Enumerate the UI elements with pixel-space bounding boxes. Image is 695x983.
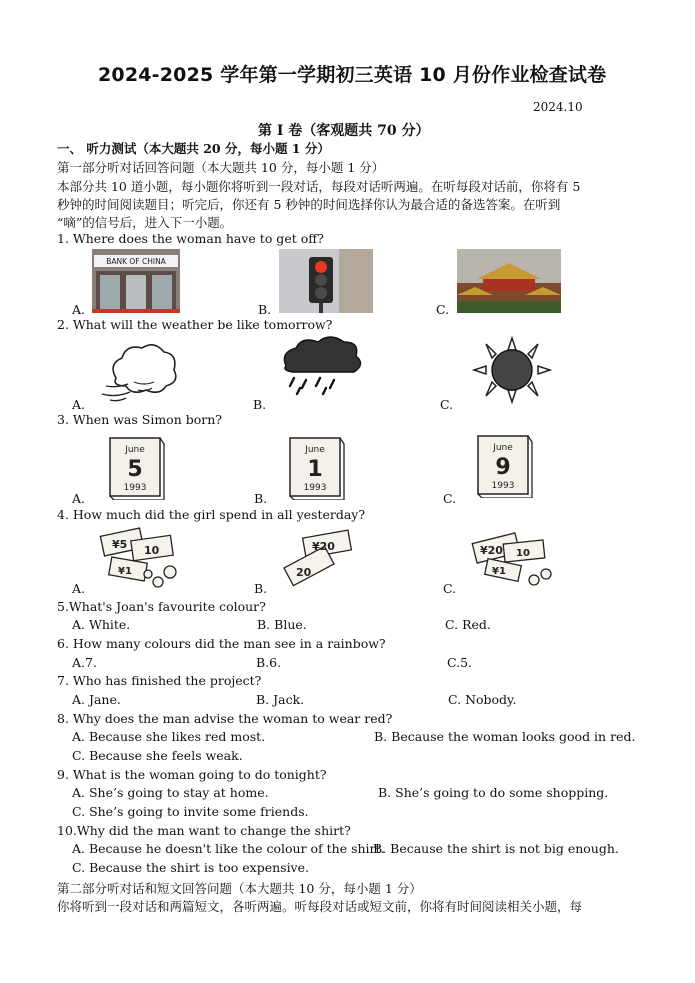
svg-text:¥20: ¥20 [480, 544, 503, 557]
wind-icon [94, 338, 184, 408]
q2-option-a[interactable]: A. [72, 397, 86, 412]
q8-option-b[interactable]: B. Because the woman looks good in red. [374, 729, 636, 744]
sun-icon [468, 334, 556, 406]
exam-date: 2024.10 [533, 100, 583, 114]
bank-sign: BANK OF CHINA [106, 257, 166, 266]
money-a-image [98, 526, 184, 592]
sub2-instructions: 你将听到一段对话和两篇短文，各听两遍。听每段对话或短文前，你将有时间阅读相关小题，每 [57, 899, 583, 914]
q4-option-b[interactable]: B. [254, 581, 268, 596]
q4-option-a[interactable]: A. [72, 581, 86, 596]
question-7: 7. Who has finished the project? [57, 673, 262, 688]
svg-text:9: 9 [495, 455, 511, 480]
svg-text:5: 5 [127, 457, 143, 482]
traffic-light-image [279, 249, 373, 313]
question-3: 3. When was Simon born? [57, 412, 222, 427]
q5-option-b[interactable]: B. Blue. [257, 617, 307, 632]
q4-option-c[interactable]: C. [443, 581, 457, 596]
q10-option-a[interactable]: A. Because he doesn't like the colour of the shirt. [72, 841, 385, 856]
svg-text:¥5: ¥5 [112, 538, 128, 551]
svg-text:June: June [305, 445, 325, 455]
instructions-line-2: 秒钟的时间阅读题目；听完后，你还有 5 秒钟的时间选择你认为最合适的备选答案。在听到 [57, 197, 561, 212]
svg-text:1993: 1993 [303, 483, 327, 493]
sub1-heading: 第一部分听对话回答问题（本大题共 10 分，每小题 1 分） [57, 160, 385, 175]
q5-option-c[interactable]: C. Red. [445, 617, 491, 632]
money-b-image [278, 528, 368, 588]
svg-text:1: 1 [307, 457, 323, 482]
money-c-image [466, 526, 558, 590]
q9-option-b[interactable]: B. She’s going to do some shopping. [378, 785, 609, 800]
part1-heading: 一、 听力测试（本大题共 20 分，每小题 1 分） [57, 141, 330, 156]
question-2: 2. What will the weather be like tomorrow? [57, 317, 333, 332]
svg-text:¥1: ¥1 [118, 566, 132, 577]
instructions-line-1: 本部分共 10 道小题，每小题你将听到一段对话，每段对话听两遍。在听每段对话前，你将有 5 [57, 179, 581, 194]
question-4: 4. How much did the girl spend in all yesterday? [57, 507, 366, 522]
q3-option-b[interactable]: B. [254, 491, 268, 506]
q1-option-b[interactable]: B. [258, 302, 272, 317]
svg-text:20: 20 [296, 566, 312, 579]
question-5: 5.What's Joan's favourite colour? [57, 599, 266, 614]
svg-text:10: 10 [144, 544, 160, 557]
rain-icon [276, 336, 366, 396]
svg-text:June: June [493, 443, 513, 453]
q7-option-c[interactable]: C. Nobody. [448, 692, 517, 707]
calendar-june-1-icon [286, 434, 348, 500]
q6-option-b[interactable]: B.6. [256, 655, 282, 670]
q1-option-a[interactable]: A. [72, 302, 86, 317]
q3-option-c[interactable]: C. [443, 491, 457, 506]
q10-option-b[interactable]: B. Because the shirt is not big enough. [373, 841, 619, 856]
calendar-june-9-icon [474, 432, 536, 498]
svg-text:¥1: ¥1 [492, 566, 506, 577]
q3-option-a[interactable]: A. [72, 491, 86, 506]
question-8: 8. Why does the man advise the woman to wear red? [57, 711, 393, 726]
q6-option-a[interactable]: A.7. [72, 655, 97, 670]
q9-option-c[interactable]: C. She’s going to invite some friends. [72, 804, 309, 819]
sub2-heading: 第二部分听对话和短文回答问题（本大题共 10 分，每小题 1 分） [57, 881, 422, 896]
question-1: 1. Where does the woman have to get off? [57, 231, 324, 246]
q5-option-a[interactable]: A. White. [72, 617, 131, 632]
question-10: 10.Why did the man want to change the shirt? [57, 823, 351, 838]
palace-image [457, 249, 561, 313]
svg-text:¥20: ¥20 [312, 540, 335, 553]
q7-option-a[interactable]: A. Jane. [72, 692, 121, 707]
instructions-line-3: “嘀”的信号后，进入下一小题。 [57, 215, 233, 230]
q9-option-a[interactable]: A. She’s going to stay at home. [72, 785, 269, 800]
q7-option-b[interactable]: B. Jack. [256, 692, 305, 707]
q8-option-a[interactable]: A. Because she likes red most. [72, 729, 266, 744]
svg-text:1993: 1993 [491, 481, 515, 491]
svg-text:1993: 1993 [123, 483, 147, 493]
svg-text:June: June [125, 445, 145, 455]
svg-text:10: 10 [516, 548, 530, 559]
question-9: 9. What is the woman going to do tonight? [57, 767, 327, 782]
q2-option-b[interactable]: B. [253, 397, 267, 412]
calendar-june-5-icon [106, 434, 168, 500]
q6-option-c[interactable]: C.5. [447, 655, 473, 670]
q1-option-c[interactable]: C. [436, 302, 450, 317]
q8-option-c[interactable]: C. Because she feels weak. [72, 748, 243, 763]
page-title: 2024-2025 学年第一学期初三英语 10 月份作业检查试卷 [98, 64, 607, 86]
section-title: 第 I 卷（客观题共 70 分） [258, 123, 430, 139]
q2-option-c[interactable]: C. [440, 397, 454, 412]
bank-building-image [92, 249, 180, 313]
question-6: 6. How many colours did the man see in a rainbow? [57, 636, 386, 651]
q10-option-c[interactable]: C. Because the shirt is too expensive. [72, 860, 309, 875]
